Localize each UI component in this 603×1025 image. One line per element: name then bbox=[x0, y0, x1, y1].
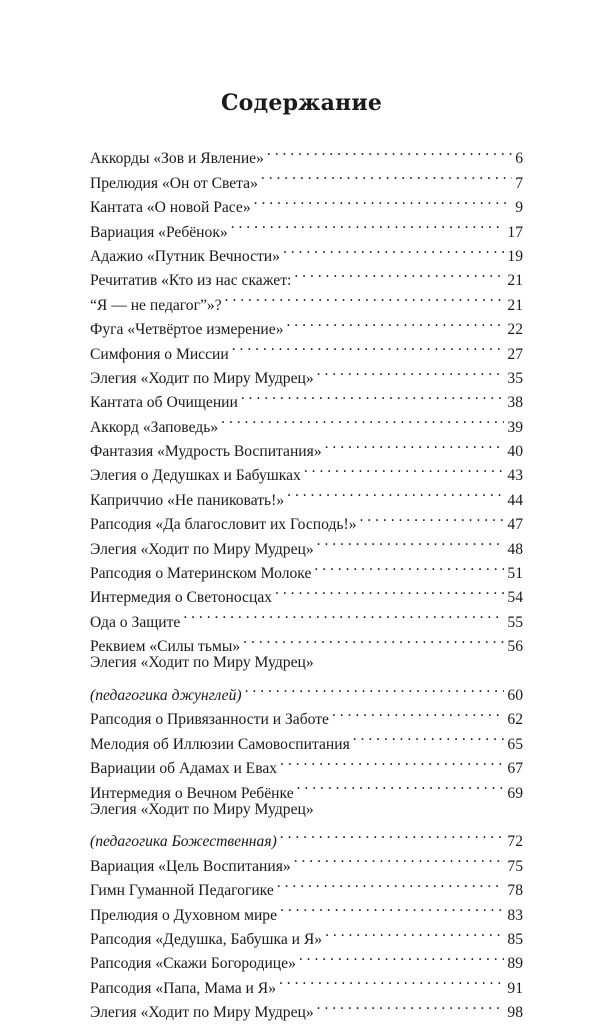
toc-entry-page-number: 35 bbox=[507, 369, 523, 387]
toc-entry-title: Элегия «Ходит по Миру Мудрец» bbox=[90, 800, 314, 818]
toc-entry bbox=[90, 651, 523, 675]
toc-entry-title: Рапсодия «Папа, Мама и Я» bbox=[90, 979, 276, 997]
toc-entry-title: Аккорды «Зов и Явление» bbox=[90, 150, 264, 168]
toc-entry-title: Симфония о Миссии bbox=[90, 345, 229, 363]
toc-dot-leader bbox=[325, 920, 504, 944]
toc-dot-leader bbox=[280, 822, 505, 846]
toc-entry-page-number: 39 bbox=[507, 418, 523, 436]
toc-entry-page-number: 54 bbox=[507, 589, 523, 607]
toc-entry-page-number: 89 bbox=[507, 955, 523, 973]
toc-dot-leader bbox=[325, 432, 505, 456]
toc-dot-leader bbox=[294, 261, 504, 285]
toc-dot-leader bbox=[225, 285, 505, 309]
toc-entry-page-number: 9 bbox=[515, 199, 523, 217]
toc-dot-leader bbox=[231, 212, 505, 236]
toc-entry-title: Прелюдия о Духовном мире bbox=[90, 906, 278, 924]
toc-dot-leader bbox=[297, 773, 505, 797]
toc-entry-title: Кантата «О новой Расе» bbox=[90, 199, 251, 217]
toc-entry-page-number: 44 bbox=[507, 491, 523, 509]
toc-entry-page-number: 75 bbox=[507, 857, 523, 875]
toc-entry-page-number: 72 bbox=[507, 833, 523, 851]
toc-entry-page-number: 83 bbox=[507, 906, 523, 924]
toc-dot-leader bbox=[353, 724, 505, 748]
toc-entry-title: Речитатив «Кто из нас скажет: bbox=[90, 272, 292, 290]
toc-entry-page-number: 62 bbox=[507, 711, 523, 729]
toc-entry-page-number: 69 bbox=[507, 784, 523, 802]
table-of-contents bbox=[90, 139, 523, 1022]
toc-entry-title: Ода о Защите bbox=[90, 613, 181, 631]
toc-entry-title: Элегия «Ходит по Миру Мудрец» bbox=[90, 540, 314, 558]
toc-entry-page-number: 67 bbox=[507, 760, 523, 778]
toc-entry-page-number: 85 bbox=[507, 930, 523, 948]
toc-entry-title: (педагогика Божественная) bbox=[90, 833, 277, 851]
toc-entry-page-number: 60 bbox=[507, 686, 523, 704]
toc-entry-title: Адажио «Путник Вечности» bbox=[90, 247, 280, 265]
toc-entry-page-number: 22 bbox=[507, 321, 523, 339]
toc-dot-leader bbox=[314, 554, 504, 578]
toc-entry bbox=[90, 822, 523, 851]
toc-dot-leader bbox=[299, 944, 505, 968]
toc-entry-title: Вариация «Ребёнок» bbox=[90, 223, 228, 241]
toc-entry-page-number: 43 bbox=[507, 467, 523, 485]
toc-entry-title: Элегия о Дедушках и Бабушках bbox=[90, 467, 301, 485]
toc-dot-leader bbox=[332, 700, 504, 724]
toc-dot-leader bbox=[280, 749, 504, 773]
toc-entry-title: Элегия «Ходит по Миру Мудрец» bbox=[90, 1004, 314, 1022]
toc-dot-leader bbox=[261, 163, 512, 187]
toc-dot-leader bbox=[267, 139, 512, 163]
toc-dot-leader bbox=[279, 968, 504, 992]
toc-entry-page-number: 6 bbox=[515, 150, 523, 168]
toc-entry-page-number: 65 bbox=[507, 735, 523, 753]
toc-dot-leader bbox=[317, 529, 505, 553]
toc-entry-page-number: 38 bbox=[507, 394, 523, 412]
toc-entry-title: Интермедия о Вечном Ребёнке bbox=[90, 784, 294, 802]
toc-dot-leader bbox=[317, 993, 505, 1017]
toc-dot-leader bbox=[277, 871, 505, 895]
toc-entry-title: Рапсодия «Скажи Богородице» bbox=[90, 955, 296, 973]
toc-dot-leader bbox=[232, 334, 505, 358]
toc-entry-title: Элегия «Ходит по Миру Мудрец» bbox=[90, 369, 314, 387]
toc-dot-leader bbox=[221, 407, 504, 431]
toc-entry-page-number: 55 bbox=[507, 613, 523, 631]
toc-entry-title: “Я — не педагог”»? bbox=[90, 296, 222, 314]
toc-entry-title: Интермедия о Светоносцах bbox=[90, 589, 273, 607]
toc-entry-page-number: 17 bbox=[507, 223, 523, 241]
toc-entry-title: Аккорд «Заповедь» bbox=[90, 418, 219, 436]
toc-entry-page-number: 51 bbox=[507, 565, 523, 583]
toc-dot-leader bbox=[287, 310, 505, 334]
toc-entry-title: Кантата об Очищении bbox=[90, 394, 238, 412]
toc-entry-page-number: 27 bbox=[507, 345, 523, 363]
toc-entry-title: Рапсодия «Дедушка, Бабушка и Я» bbox=[90, 930, 323, 948]
page-title: Содержание bbox=[220, 90, 383, 116]
toc-entry-page-number: 91 bbox=[507, 979, 523, 997]
toc-entry bbox=[90, 798, 523, 822]
toc-dot-leader bbox=[245, 676, 505, 700]
toc-entry-page-number: 47 bbox=[507, 516, 523, 534]
toc-entry-title: Вариации об Адамах и Евах bbox=[90, 760, 278, 778]
toc-entry-page-number: 48 bbox=[507, 540, 523, 558]
toc-entry-title: Элегия «Ходит по Миру Мудрец» bbox=[90, 654, 314, 672]
toc-entry bbox=[90, 139, 523, 168]
toc-entry-page-number: 7 bbox=[515, 174, 523, 192]
toc-entry-title: Мелодия об Иллюзии Самовоспитания bbox=[90, 735, 350, 753]
toc-dot-leader bbox=[317, 359, 505, 383]
toc-entry-title: Фуга «Четвёртое измерение» bbox=[90, 321, 284, 339]
toc-entry-page-number: 19 bbox=[507, 247, 523, 265]
toc-entry bbox=[90, 676, 523, 704]
toc-entry-page-number: 21 bbox=[507, 296, 523, 314]
toc-entry-page-number: 21 bbox=[507, 272, 523, 290]
toc-dot-leader bbox=[241, 383, 505, 407]
toc-dot-leader bbox=[294, 846, 505, 870]
toc-entry-title: Гимн Гуманной Педагогике bbox=[90, 882, 274, 900]
toc-entry-title: Фантазия «Мудрость Воспитания» bbox=[90, 443, 322, 461]
toc-dot-leader bbox=[283, 237, 504, 261]
toc-dot-leader bbox=[275, 578, 504, 602]
toc-entry-title: Прелюдия «Он от Света» bbox=[90, 174, 258, 192]
toc-entry-title: Каприччио «Не паниковать!» bbox=[90, 491, 285, 509]
toc-dot-leader bbox=[183, 602, 504, 626]
toc-entry-title: Рапсодия о Материнском Молоке bbox=[90, 565, 312, 583]
toc-dot-leader bbox=[280, 895, 504, 919]
toc-dot-leader bbox=[360, 505, 505, 529]
toc-entry-title: (педагогика джунглей) bbox=[90, 686, 242, 704]
toc-entry-title: Реквием «Силы тьмы» bbox=[90, 638, 241, 656]
toc-dot-leader bbox=[287, 480, 504, 504]
toc-dot-leader bbox=[304, 456, 505, 480]
toc-entry-page-number: 78 bbox=[507, 882, 523, 900]
toc-dot-leader bbox=[254, 188, 513, 212]
toc-dot-leader bbox=[243, 627, 504, 651]
toc-entry-page-number: 56 bbox=[507, 638, 523, 656]
toc-entry-title: Рапсодия о Привязанности и Заботе bbox=[90, 711, 329, 729]
toc-entry-page-number: 40 bbox=[507, 443, 523, 461]
toc-entry-title: Рапсодия «Да благословит их Господь!» bbox=[90, 516, 357, 534]
toc-entry-page-number: 98 bbox=[507, 1004, 523, 1022]
toc-entry-title: Вариация «Цель Воспитания» bbox=[90, 857, 291, 875]
